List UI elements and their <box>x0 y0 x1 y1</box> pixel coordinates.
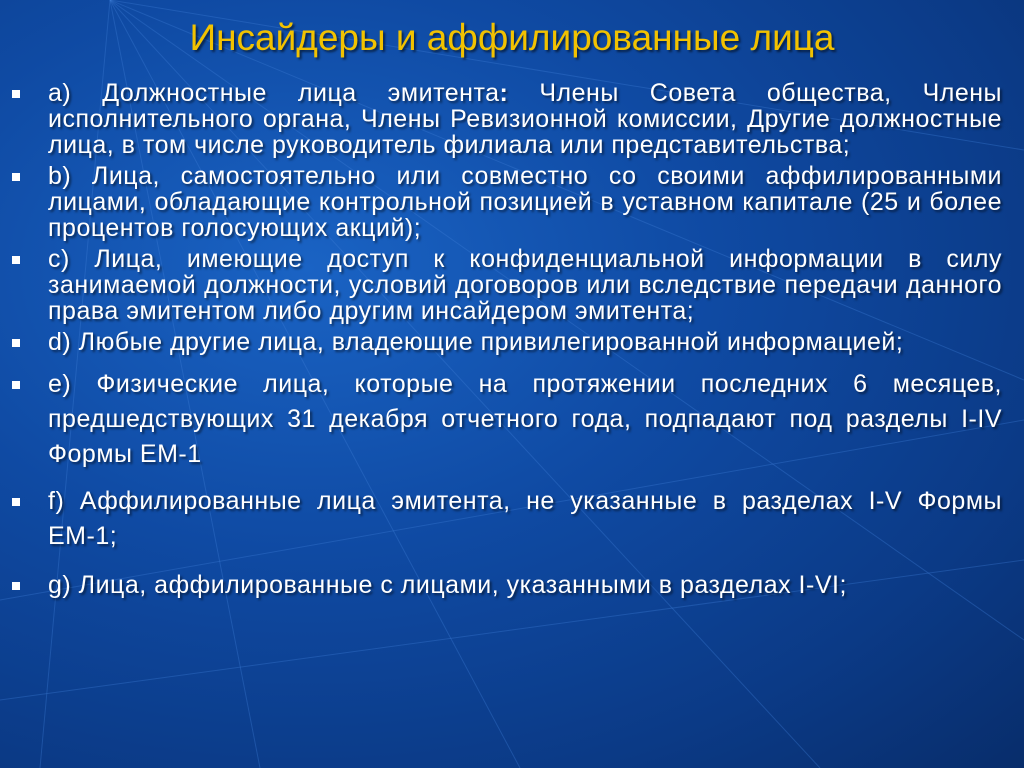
slide-title: Инсайдеры и аффилированные лица <box>189 17 835 58</box>
item-a-text: Члены Совета общества, Члены исполнительного органа, Члены Ревизионной комиссии, Другие должностные лица, в том числе руководитель филиала или представительства; <box>48 79 1002 159</box>
bullet-square-icon <box>12 90 20 98</box>
item-a-prefix: a) Должностные лица эмитента <box>48 79 500 107</box>
item-e-text: e) Физические лица, которые на протяжении последних 6 месяцев, предшедствующих 31 декабря отчетного года, подпадают под разделы I-IV Формы ЕМ-1 <box>48 370 1002 468</box>
bullet-square-icon <box>12 498 20 506</box>
bullet-list <box>12 80 1002 603</box>
item-b-text: b) Лица, самостоятельно или совместно со своими аффилированными лицами, обладающие контрольной позицией в уставном капитале (25 и более процентов голосующих акций); <box>48 162 1002 242</box>
bullet-square-icon <box>12 381 20 389</box>
item-g-text: g) Лица, аффилированные с лицами, указанными в разделах I-VI; <box>48 571 847 599</box>
item-c-text: c) Лица, имеющие доступ к конфиденциальной информации в силу занимаемой должности, условий договоров или вследствие передачи данного права эмитентом либо другим инсайдером эмитента; <box>48 245 1002 325</box>
bullet-square-icon <box>12 173 20 181</box>
list-item-e <box>12 367 1002 472</box>
list-item-b <box>12 163 1002 241</box>
list-item-a <box>12 80 1002 158</box>
list-item-g <box>12 568 1002 603</box>
item-a-colon: : <box>499 79 509 107</box>
bullet-square-icon <box>12 256 20 264</box>
item-d-text: d) Любые другие лица, владеющие привилегированной информацией; <box>48 328 904 356</box>
list-item-c <box>12 246 1002 324</box>
list-item-d <box>12 329 1002 355</box>
bullet-square-icon <box>12 582 20 590</box>
list-item-f <box>12 484 1002 554</box>
bullet-square-icon <box>12 339 20 347</box>
item-f-text: f) Аффилированные лица эмитента, не указанные в разделах I-V Формы ЕМ-1; <box>48 487 1002 550</box>
